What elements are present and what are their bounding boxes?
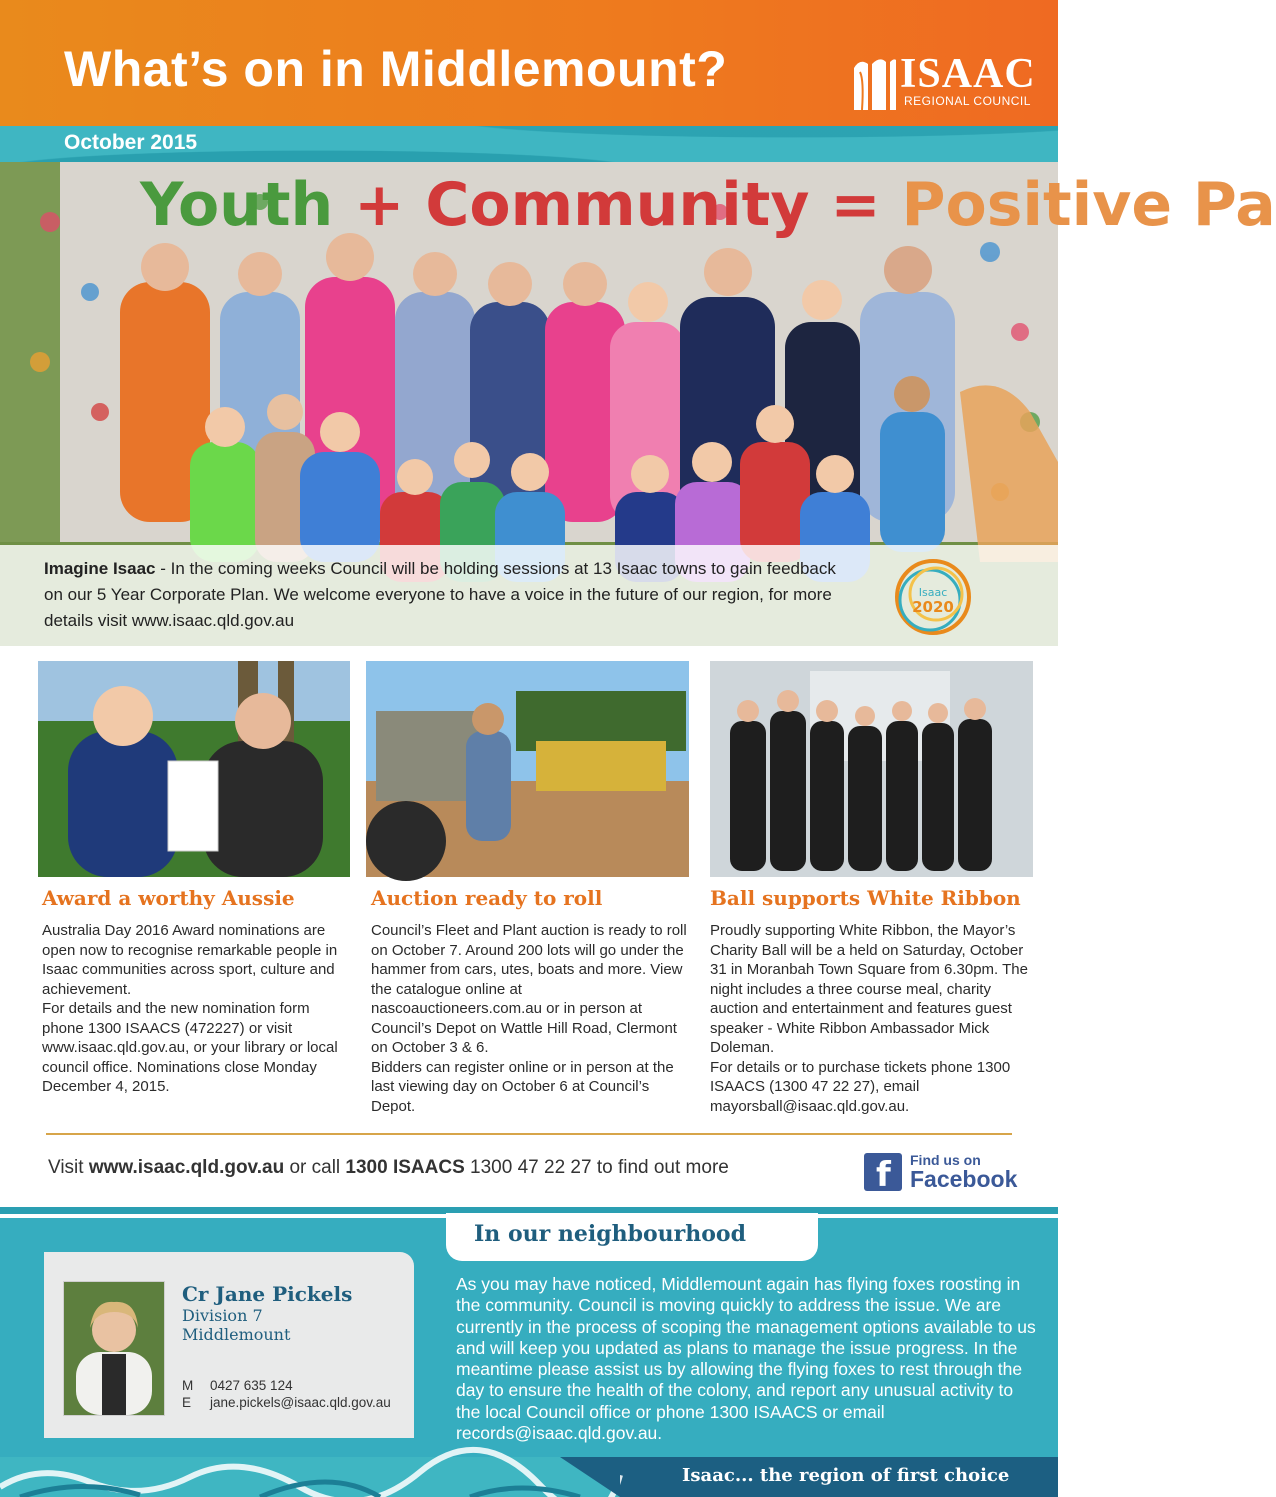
caption-body: - In the coming weeks Council will be holding sessions at 13 Isaac towns to gain feedback on our 5 Year Corporate Plan. We welcome everyone to have a voice in the future of our region, for more details visit www.isaac.qld.gov.au xyxy=(44,559,836,630)
article-body-auction xyxy=(371,921,693,1116)
visit-prefix: Visit xyxy=(48,1157,89,1178)
article-paragraph: For details and the new nomination form phone 1300 ISAACS (472227) or visit www.isaac.qld.gov.au, or your library or local council office. Nominations close Monday December 4, 2015. xyxy=(42,1000,338,1095)
article-title-ball: Ball supports White Ribbon xyxy=(710,886,1021,910)
isaac-2020-rings-icon xyxy=(888,552,978,642)
article-paragraph: For details or to purchase tickets phone 1300 ISAACS (1300 47 22 27), email mayorsball@isaac.qld.gov.au. xyxy=(710,1058,1011,1115)
neighbourhood-body: As you may have noticed, Middlemount again has flying foxes roosting in the community. Council is moving quickly to address the issue. We are currently in the process of scoping the management options available to us and will keep you updated as plans to manage the issue progress. In the meantime please assist us by allowing the flying foxes to rest through the day to ensure the health of the colony, and report any unusual activity to the local Council office or phone 1300 ISAACS or email records@isaac.qld.gov.au. xyxy=(456,1274,1036,1444)
article-body-ball xyxy=(710,921,1040,1116)
mural-word: Youth xyxy=(140,170,334,240)
mural-slogan xyxy=(140,170,1276,240)
award-photo-scene xyxy=(38,661,350,877)
header-banner xyxy=(0,0,1058,126)
mural-word: Pa xyxy=(1192,170,1276,240)
page-title: What’s on in Middlemount? xyxy=(64,41,728,97)
article-paragraph: Australia Day 2016 Award nominations are open now to recognise remarkable people in Isaac communities across sport, culture and achievement. xyxy=(42,922,338,998)
councillor-email xyxy=(182,1395,391,1410)
councillor-mobile xyxy=(182,1378,293,1393)
article-title-auction: Auction ready to roll xyxy=(371,886,603,910)
councillor-portrait xyxy=(64,1282,164,1415)
facebook-icon-letter: f xyxy=(876,1155,891,1195)
isaac-council-logo[interactable] xyxy=(850,51,1050,112)
article-title-award: Award a worthy Aussie xyxy=(42,886,295,910)
email-address[interactable]: jane.pickels@isaac.qld.gov.au xyxy=(210,1395,391,1410)
auction-photo-scene xyxy=(366,661,689,877)
award-photo xyxy=(38,661,350,877)
footer-tagline: Isaac... the region of first choice xyxy=(682,1465,1010,1486)
ball-photo xyxy=(710,661,1033,877)
phone-word[interactable]: 1300 ISAACS xyxy=(345,1157,465,1178)
footer-wave-pattern xyxy=(0,1457,620,1497)
article-paragraph: Proudly supporting White Ribbon, the Mayor’s Charity Ball will be a held on Saturday, October 31 in Moranbah Town Square from 6.30pm. The night includes a three course meal, charity auction and entertainment and features guest speaker - White Ribbon Ambassador Mick Doleman. xyxy=(710,922,1028,1056)
councillor-name: Cr Jane Pickels xyxy=(182,1282,353,1306)
councillor-division: Division 7 xyxy=(182,1306,263,1325)
mobile-label: M xyxy=(182,1378,194,1393)
mural-word: Positive xyxy=(901,170,1173,240)
website-link[interactable]: www.isaac.qld.gov.au xyxy=(88,1157,285,1178)
article-body-award xyxy=(42,921,352,1097)
facebook-label: Facebook xyxy=(910,1166,1018,1192)
visit-middle: or call xyxy=(284,1157,346,1178)
email-label: E xyxy=(182,1395,192,1410)
facebook-icon xyxy=(864,1153,902,1195)
logo-subtitle: REGIONAL COUNCIL xyxy=(904,94,1031,108)
logo-wordmark: ISAAC xyxy=(900,51,1036,97)
councillor-photo xyxy=(63,1281,165,1416)
auction-photo xyxy=(366,661,689,877)
isaac-2020-badge[interactable] xyxy=(888,552,978,642)
mural-word: = xyxy=(830,170,881,240)
badge-year-text: 2020 xyxy=(912,598,954,616)
divider-rule xyxy=(46,1133,1012,1135)
hero-caption xyxy=(44,556,854,634)
article-paragraph: Council’s Fleet and Plant auction is ready to roll on October 7. Around 200 lots will go under the hammer from cars, utes, boats and more. View the catalogue online at nascoauctioneers.com.au or in person at Council’s Depot on Wattle Hill Road, Clermont on October 3 & 6. xyxy=(371,922,687,1056)
isaac-logo-mark-icon xyxy=(850,54,898,112)
issue-date: October 2015 xyxy=(64,131,198,154)
badge-top-text: Isaac xyxy=(918,586,948,599)
neighbourhood-title: In our neighbourhood xyxy=(474,1221,746,1247)
visit-suffix: 1300 47 22 27 to find out more xyxy=(464,1157,729,1178)
ball-photo-scene xyxy=(710,661,1033,877)
mobile-number[interactable]: 0427 635 124 xyxy=(210,1378,293,1393)
article-paragraph: Bidders can register online or in person at the last viewing day on October 6 at Council’s Depot. xyxy=(371,1058,674,1115)
visit-line xyxy=(48,1157,729,1179)
caption-lead: Imagine Isaac xyxy=(44,559,156,578)
facebook-link[interactable] xyxy=(864,1151,1018,1195)
mural-word: + xyxy=(354,170,405,240)
facebook-small-label: Find us on xyxy=(910,1152,981,1168)
mural-word: Community xyxy=(425,170,810,240)
councillor-town: Middlemount xyxy=(182,1325,291,1344)
